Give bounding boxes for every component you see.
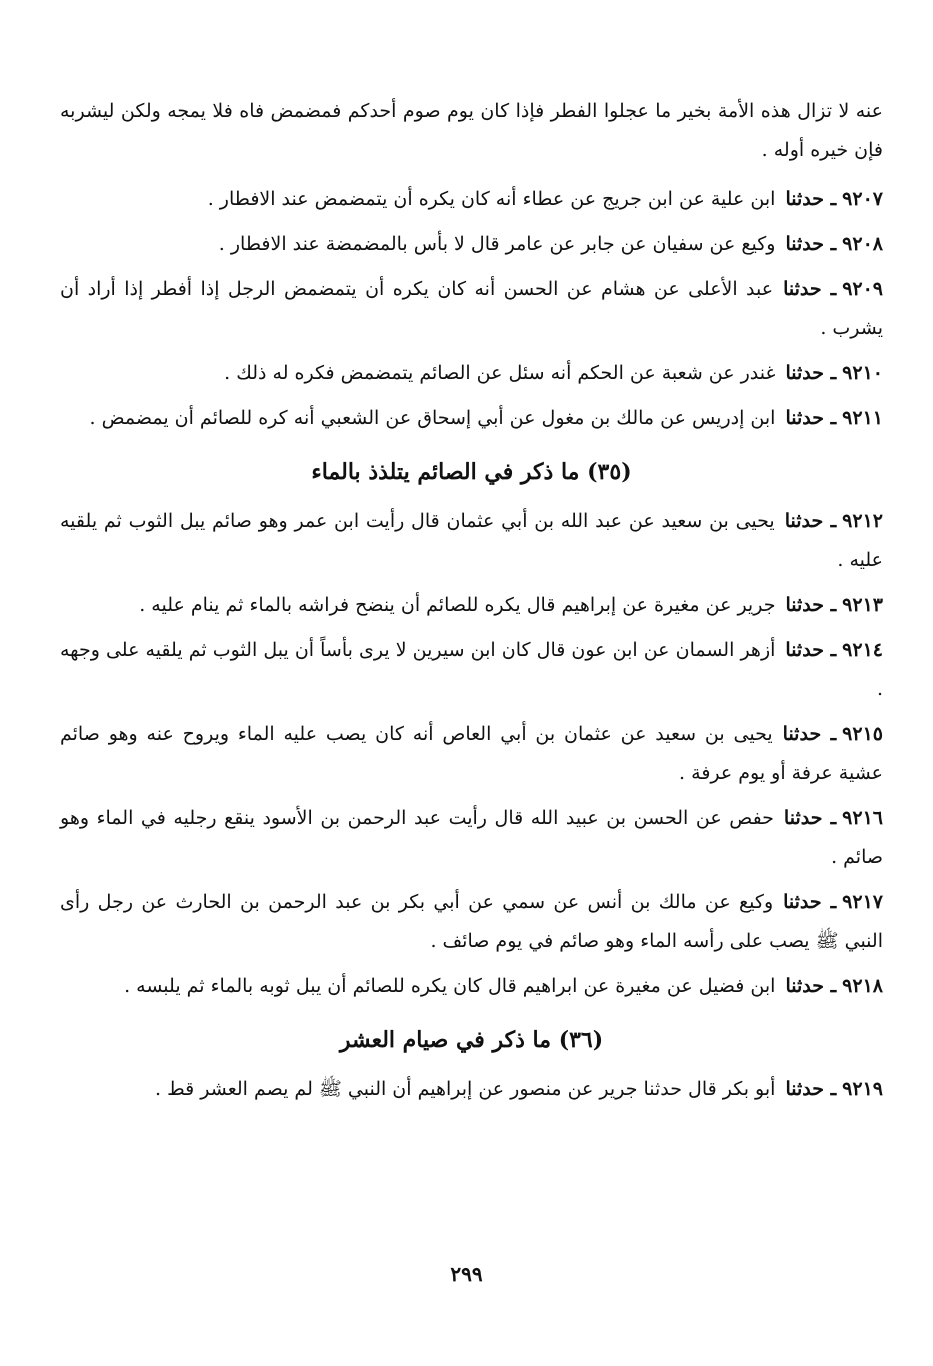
entry-number: ٩٢١٩ [842,1078,883,1100]
entry-text: غندر عن شعبة عن الحكم أنه سئل عن الصائم يتمضمض فكره له ذلك . [224,362,776,384]
entry-number: ٩٢٠٨ [842,233,883,255]
hadith-entry [60,502,883,580]
section-35 [60,452,883,1006]
entry-number: ٩٢١٦ [842,807,883,829]
entry-keyword: ـ حدثنا [782,723,837,745]
entry-keyword: ـ حدثنا [783,807,837,829]
entry-keyword: ـ حدثنا [785,639,837,661]
entry-keyword: ـ حدثنا [784,510,837,532]
page-number: ٢٩٩ [450,1262,483,1286]
entry-number: ٩٢١٥ [842,723,883,745]
entry-text: وكيع عن مالك بن أنس عن سمي عن أبي بكر بن عبد الرحمن بن الحارث عن رجل رأى النبي ﷺ يصب على رأسه الماء وهو صائم في يوم صائف . [60,891,883,952]
entry-keyword: ـ حدثنا [785,594,837,616]
entry-text: أزهر السمان عن ابن عون قال كان ابن سيرين لا يرى بأساً أن يبل الثوب ثم يلقيه على وجهه . [60,639,883,700]
hadith-entry [60,354,883,393]
hadith-entry [60,799,883,877]
entry-number: ٩٢١٠ [842,362,883,384]
section-34 [60,180,883,438]
entry-keyword: ـ حدثنا [785,233,837,255]
hadith-entry [60,883,883,961]
entry-keyword: ـ حدثنا [783,278,837,300]
hadith-entry [60,180,883,219]
entry-text: يحيى بن سعيد عن عبد الله بن أبي عثمان قال رأيت ابن عمر وهو صائم يبل الثوب ثم يلقيه عليه . [60,510,883,571]
entry-number: ٩٢١١ [842,407,883,429]
entry-text: أبو بكر قال حدثنا جرير عن منصور عن إبراهيم أن النبي ﷺ لم يصم العشر قط . [155,1078,776,1100]
entry-keyword: ـ حدثنا [785,407,837,429]
continued-text: عنه لا تزال هذه الأمة بخير ما عجلوا الفطر فإذا كان يوم صوم أحدكم فمضمض فاه فلا يمجه ولكن ليشربه فإن خيره أوله . [60,100,883,161]
entry-keyword: ـ حدثنا [783,891,837,913]
entry-keyword: ـ حدثنا [785,188,837,210]
hadith-entry [60,1070,883,1109]
entry-number: ٩٢١٣ [842,594,883,616]
entry-number: ٩٢٠٩ [842,278,884,300]
entry-text: عبد الأعلى عن هشام عن الحسن أنه كان يكره أن يتمضمض الرجل إذا أفطر إذا أراد أن يشرب . [60,278,883,339]
entry-number: ٩٢١٨ [842,975,883,997]
entry-keyword: ـ حدثنا [785,362,837,384]
section-36 [60,1020,883,1109]
entry-text: يحيى بن سعيد عن عثمان بن أبي العاص أنه كان يصب عليه الماء ويروح عنه وهو صائم عشية عرفة أو يوم عرفة . [60,723,883,784]
hadith-entry [60,225,883,264]
hadith-entry [60,967,883,1006]
entry-number: ٩٢٠٧ [842,188,883,210]
entry-number: ٩٢١٢ [842,510,883,532]
section-heading: (٣٦) ما ذكر في صيام العشر [339,1027,604,1053]
entry-text: ابن إدريس عن مالك بن مغول عن أبي إسحاق عن الشعبي أنه كره للصائم أن يمضمض . [89,407,776,429]
entry-keyword: ـ حدثنا [785,975,837,997]
entry-number: ٩٢١٤ [842,639,883,661]
hadith-entry [60,270,883,348]
entry-text: حفص عن الحسن بن عبيد الله قال رأيت عبد الرحمن بن الأسود ينقع رجليه في الماء وهو صائم . [60,807,883,868]
entry-text: ابن علية عن ابن جريج عن عطاء أنه كان يكره أن يتمضمض عند الافطار . [207,188,776,210]
entry-text: جرير عن مغيرة عن إبراهيم قال يكره للصائم أن ينضح فراشه بالماء ثم ينام عليه . [139,594,776,616]
entry-text: وكيع عن سفيان عن جابر عن عامر قال لا بأس بالمضمضة عند الافطار . [218,233,776,255]
hadith-entry [60,586,883,625]
section-heading: (٣٥) ما ذكر في الصائم يتلذذ بالماء [311,459,632,485]
entry-number: ٩٢١٧ [842,891,883,913]
hadith-entry [60,631,883,709]
entry-text: ابن فضيل عن مغيرة عن ابراهيم قال كان يكره للصائم أن يبل ثوبه بالماء ثم يلبسه . [124,975,776,997]
hadith-entry [60,399,883,438]
hadith-entry [60,715,883,793]
entry-keyword: ـ حدثنا [785,1078,837,1100]
